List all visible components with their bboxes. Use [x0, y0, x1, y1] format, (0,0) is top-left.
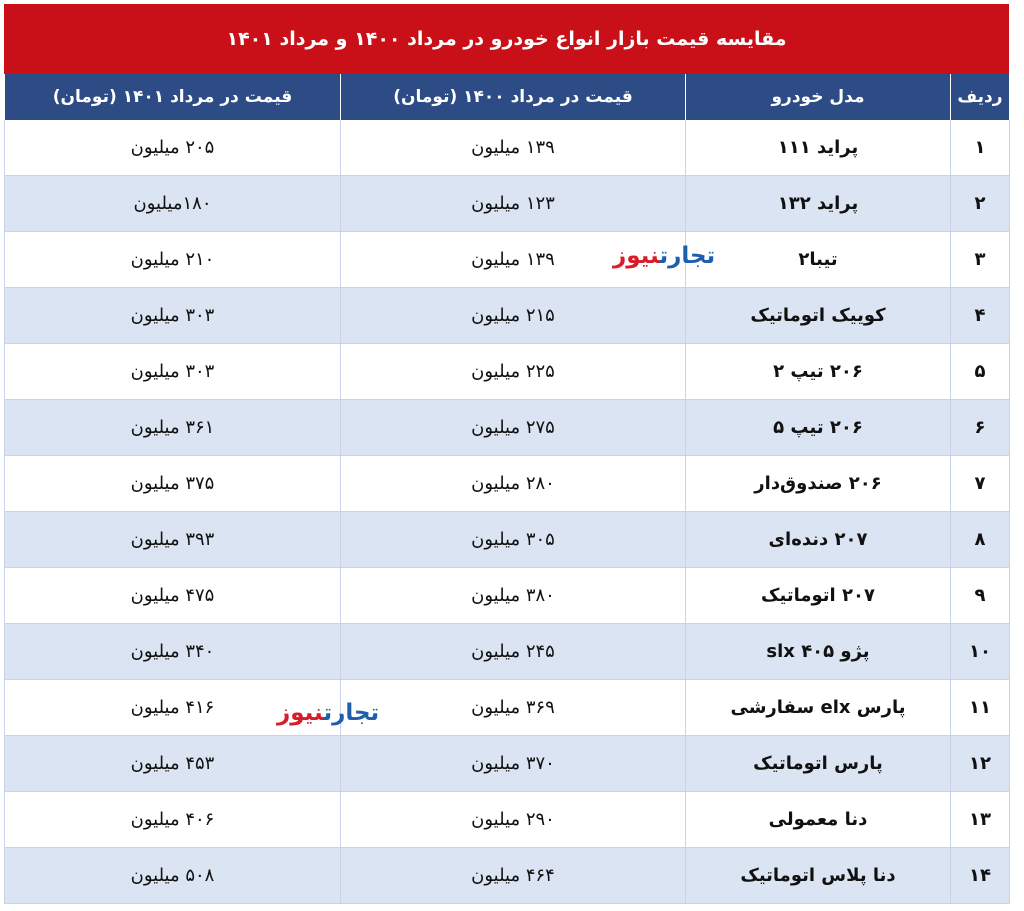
- row-number: ۱۰: [951, 624, 1010, 680]
- price-1401: ۲۱۰ میلیون: [5, 232, 341, 288]
- row-number: ۱۱: [951, 680, 1010, 736]
- row-number: ۳: [951, 232, 1010, 288]
- car-model: تیبا۲: [686, 232, 951, 288]
- watermark-part-1: تجارت: [323, 700, 380, 726]
- price-1400: ۲۲۵ میلیون: [341, 344, 686, 400]
- price-comparison-table: [4, 74, 1010, 904]
- price-1401: ۲۰۵ میلیون: [5, 120, 341, 176]
- price-1401: ۳۴۰ میلیون: [5, 624, 341, 680]
- price-1400: ۱۳۹ میلیون: [341, 232, 686, 288]
- row-number: ۵: [951, 344, 1010, 400]
- table-row: [5, 848, 1010, 904]
- price-1400: ۳۰۵ میلیون: [341, 512, 686, 568]
- table-row: [5, 232, 1010, 288]
- price-1401: ۴۰۶ میلیون: [5, 792, 341, 848]
- table-row: [5, 288, 1010, 344]
- table-row: [5, 680, 1010, 736]
- row-number: ۸: [951, 512, 1010, 568]
- table-row: [5, 624, 1010, 680]
- price-1400: ۲۱۵ میلیون: [341, 288, 686, 344]
- car-model: ۲۰۶ تیپ ۲: [686, 344, 951, 400]
- price-1400: ۲۹۰ میلیون: [341, 792, 686, 848]
- price-1401: ۳۷۵ میلیون: [5, 456, 341, 512]
- table-row: [5, 120, 1010, 176]
- watermark-part-1: تجارت: [659, 243, 716, 269]
- price-1401: ۱۸۰میلیون: [5, 176, 341, 232]
- table-title: مقایسه قیمت بازار انواع خودرو در مرداد ۱۴۰۰ و مرداد ۱۴۰۱: [4, 4, 1009, 74]
- header-row-number: ردیف: [951, 74, 1010, 120]
- watermark-logo: [277, 700, 379, 726]
- row-number: ۱۴: [951, 848, 1010, 904]
- price-1400: ۲۷۵ میلیون: [341, 400, 686, 456]
- car-model: دنا معمولی: [686, 792, 951, 848]
- table-row: [5, 176, 1010, 232]
- price-1401: ۳۰۳ میلیون: [5, 344, 341, 400]
- header-price-1401: قیمت در مرداد ۱۴۰۱ (تومان): [5, 74, 341, 120]
- car-model: ۲۰۶ تیپ ۵: [686, 400, 951, 456]
- table-row: [5, 736, 1010, 792]
- price-1400: ۱۲۳ میلیون: [341, 176, 686, 232]
- price-1400: ۴۶۴ میلیون: [341, 848, 686, 904]
- row-number: ۷: [951, 456, 1010, 512]
- header-model: مدل خودرو: [686, 74, 951, 120]
- price-1401: ۳۰۳ میلیون: [5, 288, 341, 344]
- header-row: [5, 74, 1010, 120]
- car-model: ۲۰۷ دنده‌ای: [686, 512, 951, 568]
- table-row: [5, 400, 1010, 456]
- price-1401: ۳۶۱ میلیون: [5, 400, 341, 456]
- watermark-part-2: نیوز: [277, 700, 324, 726]
- car-model: کوییک اتوماتیک: [686, 288, 951, 344]
- car-model: پراید ۱۳۲: [686, 176, 951, 232]
- header-price-1400: قیمت در مرداد ۱۴۰۰ (تومان): [341, 74, 686, 120]
- table-row: [5, 568, 1010, 624]
- price-1400: ۳۸۰ میلیون: [341, 568, 686, 624]
- row-number: ۴: [951, 288, 1010, 344]
- car-model: پارس اتوماتیک: [686, 736, 951, 792]
- price-1400: ۲۸۰ میلیون: [341, 456, 686, 512]
- car-model: ۲۰۷ اتوماتیک: [686, 568, 951, 624]
- watermark-logo: [613, 243, 715, 269]
- price-1401: ۴۷۵ میلیون: [5, 568, 341, 624]
- price-1400: ۲۴۵ میلیون: [341, 624, 686, 680]
- car-model: پارس elx سفارشی: [686, 680, 951, 736]
- table-row: [5, 792, 1010, 848]
- row-number: ۶: [951, 400, 1010, 456]
- price-1400: ۱۳۹ میلیون: [341, 120, 686, 176]
- price-1401: ۴۵۳ میلیون: [5, 736, 341, 792]
- table-row: [5, 344, 1010, 400]
- watermark-part-2: نیوز: [613, 243, 660, 269]
- price-1401: ۵۰۸ میلیون: [5, 848, 341, 904]
- row-number: ۱: [951, 120, 1010, 176]
- row-number: ۹: [951, 568, 1010, 624]
- car-model: پراید ۱۱۱: [686, 120, 951, 176]
- table-row: [5, 456, 1010, 512]
- row-number: ۱۳: [951, 792, 1010, 848]
- row-number: ۱۲: [951, 736, 1010, 792]
- table-row: [5, 512, 1010, 568]
- price-1400: ۳۷۰ میلیون: [341, 736, 686, 792]
- car-model: دنا پلاس اتوماتیک: [686, 848, 951, 904]
- car-model: ۲۰۶ صندوق‌دار: [686, 456, 951, 512]
- price-1401: ۳۹۳ میلیون: [5, 512, 341, 568]
- row-number: ۲: [951, 176, 1010, 232]
- price-1400: ۳۶۹ میلیون: [341, 680, 686, 736]
- car-model: پژو ۴۰۵ slx: [686, 624, 951, 680]
- price-1401: ۴۱۶ میلیون: [5, 680, 341, 736]
